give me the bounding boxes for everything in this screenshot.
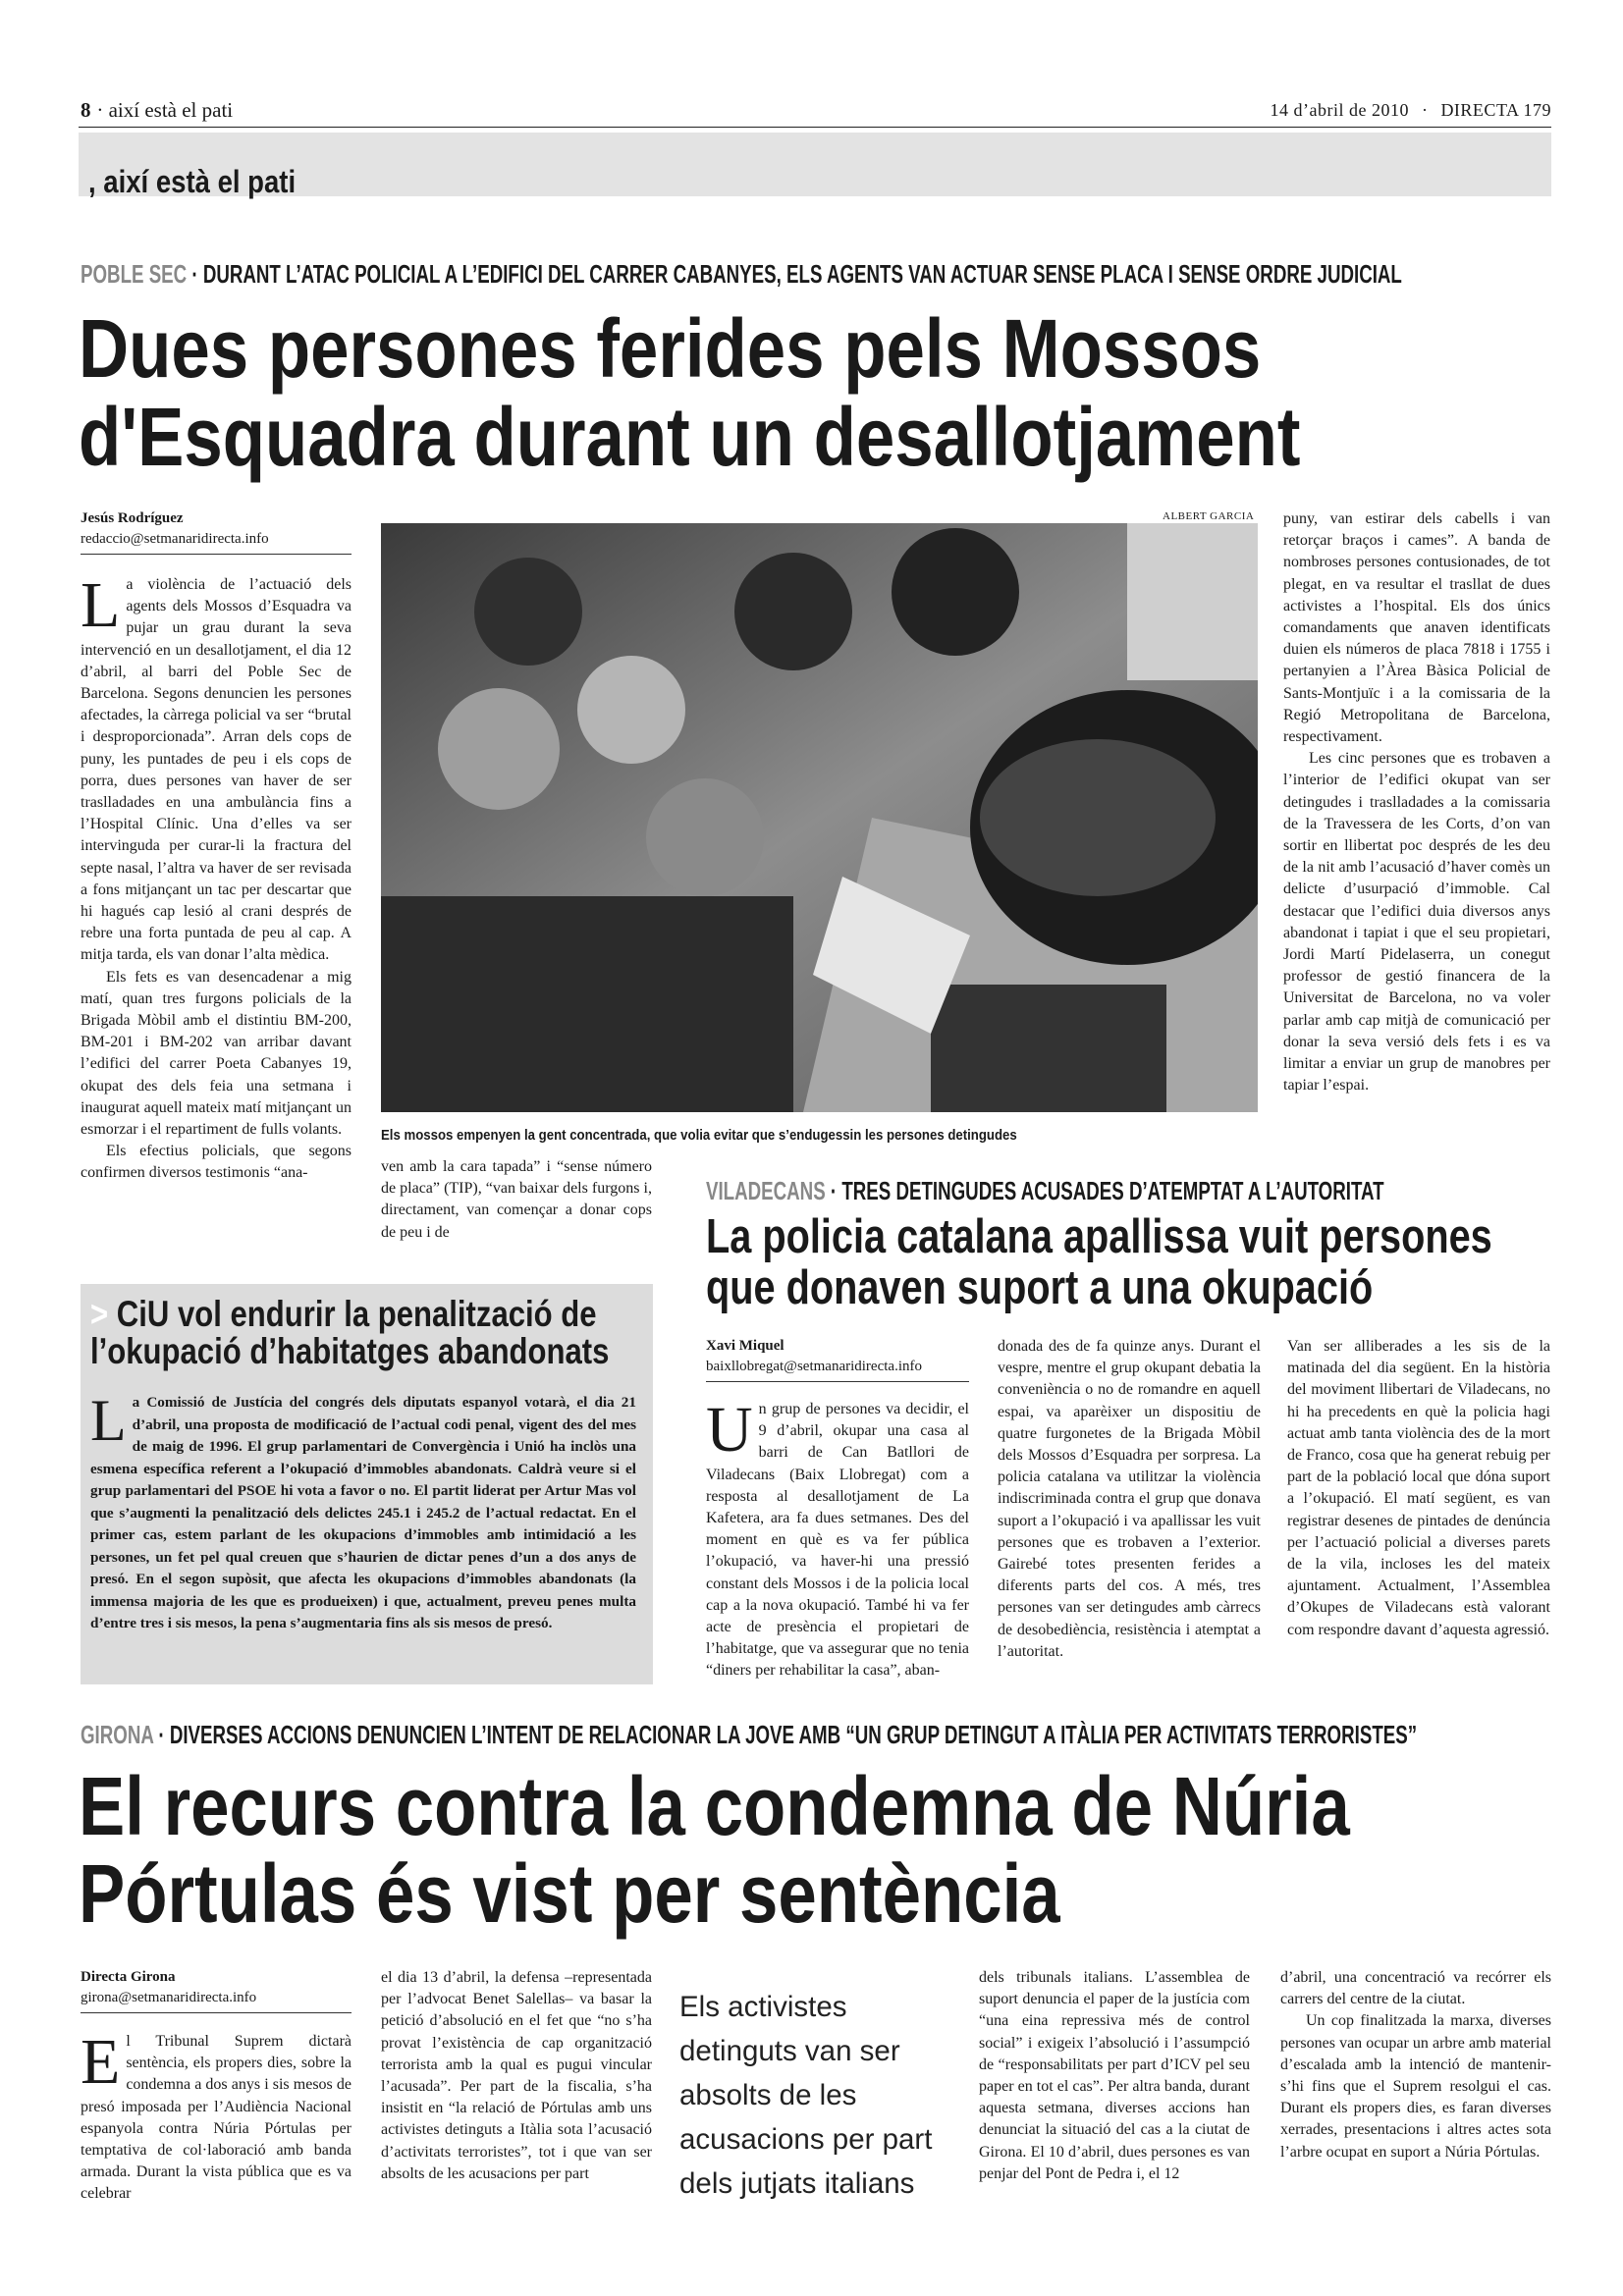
article2-text-col3: Van ser alliberades a les sis de la matinada del dia següent. En la història del moviment llibertari de Viladecans, no hi ha precedents en què la policia hagi actuat amb tanta violència des de la mort de Franco, cosa que ha generat rebuig per part de la població local que dóna suport a l’okupació. El matí següent, es van registrar desenes de pintades de denúncia per l’actuació policial a diverses parets de la vila, incloses les del mateix ajuntament. Actualment, l’Assemblea d’Okupes de Viladecans està valorant com respondre davant d’aquesta agressió. (1287, 1338, 1550, 1638)
sidebar-title-line1: CiU vol endurir la penalització de (116, 1294, 597, 1334)
photo-credit: ALBERT GARCIA (1163, 510, 1255, 522)
header-separator: · (1421, 100, 1429, 120)
article2-column-2 (998, 1336, 1261, 1689)
article3-pullquote: Els activistes detinguts van ser absolts de les acusacions per part dels jutjats italians (679, 1991, 933, 2200)
sidebar-marker-icon: > (90, 1294, 109, 1334)
section-name: així està el pati (108, 98, 234, 122)
article1-kicker (81, 259, 1402, 290)
issue-number: DIRECTA 179 (1440, 100, 1551, 120)
article3-text-col5-p2: Un cop finalitzada la marxa, diverses persones van ocupar un arbre amb material d’escalada amb la intenció de mantenir-s’hi fins que el Suprem resolgui el cas. Durant els propers dies, es faran diverses xerrades, presentacions i altres actes sota l’arbre ocupat en suport a Núria Pórtulas. (1280, 2012, 1551, 2161)
article1-text-col2: ven amb la cara tapada” i “sense número de placa” (TIP), “van baixar dels furgons i, directament, van començar a donar cops de peu i de (381, 1158, 652, 1241)
article2-kicker-place: VILADECANS (706, 1176, 826, 1205)
article1-text-p2: Els fets es van desencadenar a mig matí, quan tres furgons policials de la Brigada Mòbil amb el distintiu BM-200, BM-201 i BM-202 van arribar davant l’edifici del carrer Poeta Cabanyes 19, okupat des dels feia una setmana i inaugurat aquell mateix matí mitjançant un esmorzar i el repartiment de fulls volants. (81, 968, 352, 1139)
article1-email[interactable]: redaccio@setmanaridirecta.info (81, 531, 269, 547)
article3-text-col5-p1: d’abril, una concentració va recórrer els carrers del centre de la ciutat. (1280, 1969, 1551, 2008)
article2-column-3 (1287, 1336, 1550, 1689)
article1-headline-line1: Dues persones ferides pels Mossos (79, 302, 1262, 395)
article3-author: Directa Girona (81, 1969, 176, 1985)
article3-column-2 (381, 1967, 652, 2252)
article1-text-p1: a violència de l’actuació dels agents dels Mossos d’Esquadra va pujar un grau durant la seva intervenció en un desallotjament, el dia 12 d’abril, al barri del Poble Sec de Barcelona. Segons denuncien les persones afectades, la càrrega policial va ser “brutal i desproporcionada”. Arran dels cops de puny, les puntades de peu i els cops de porra, dues persones van haver de ser traslladades en una ambulància fins a l’Hospital Clínic. Una d’elles va ser intervinguda per curar-li la fractura del septe nasal, l’altra va haver de ser revisada a fons mitjançant un tac per descartar que hi hagués cap lesió al crani després de rebre una forta puntada de peu al cap. A mitja tarda, els van donar l’alta mèdica. (81, 576, 352, 964)
article2-headline (706, 1211, 1492, 1313)
sidebar-text-body: a Comissió de Justícia del congrés dels diputats espanyol votarà, el dia 21 d’abril, una proposta de modificació de l’actual codi penal, vigent des del mes de maig de 1996. El grup parlamentari de Convergència i Unió ha inclòs una esmena específica referent a l’okupació d’immobles abandonats. Caldrà veure si el grup parlamentari del PSOE hi vota a favor o no. El partit liderat per Artur Mas vol que s’augmenti la penalització dels delictes 245.1 i 245.2 de l’actual redactat. En el primer cas, estem parlant de les okupacions d’immobles amb intimidació a les persones, un fet pel qual creuen que s’haurien de dictar penes d’un a dos anys de presó. En el segon supòsit, que afecta les okupacions d’immobles abandonats (la immensa majoria de les que es produeixen) i que, actualment, preveu penes multa d’entre tres i sis mesos, la pena s’augmentaria fins als sis mesos de presó. (90, 1394, 636, 1631)
article1-kicker-text: · DURANT L’ATAC POLICIAL A L’EDIFICI DEL CARRER CABANYES, ELS AGENTS VAN ACTUAR SENSE PLACA I SENSE ORDRE JUDICIAL (191, 259, 1402, 289)
article1-text-p3: Els efectius policials, que segons confirmen diversos testimonis “ana- (81, 1143, 352, 1182)
article1-text-col4-p2: Les cinc persones que es trobaven a l’interior de l’edifici okupat van ser detingudes i traslladades a la comissaria de la Travessera de les Corts, d’on van sortir en llibertat poc després de les deu de la nit amb l’acusació d’haver comès un delicte d’usurpació d’immoble. Cal destacar que l’edifici duia diversos anys abandonat i tapiat i que el seu propietari, Jordi Martí Pidelaserra, un conegut professor de gestió financera de la Universitat de Barcelona, no va voler parlar amb cap mitjà de comunicació per donar la seva versió dels fets i es va limitar a enviar un grup de manobres per tapiar l’espai. (1283, 750, 1550, 1095)
section-banner-title: , així està el pati (88, 164, 297, 199)
article1-author: Jesús Rodríguez (81, 510, 184, 526)
section-banner (79, 133, 1551, 199)
page-number: 8 (81, 98, 91, 122)
sidebar-dropcap: L (90, 1388, 127, 1453)
issue-date: 14 d’abril de 2010 (1270, 100, 1409, 120)
article2-email[interactable]: baixllobregat@setmanaridirecta.info (706, 1359, 922, 1374)
article3-text-col4: dels tribunals italians. L’assemblea de suport denuncia el paper de la justícia com “una eina repressiva més de control social” i exigeix l’absolució i l’assumpció de “responsabilitats per part d’ICV pel seu paper en tot el cas”. Per altra banda, durant aquesta setmana, diverses accions han denunciat la situació del cas a la ciutat de Girona. El 10 d’abril, dues persones es van penjar del Pont de Pedra i, el 12 (979, 1969, 1250, 2182)
running-header-right (1270, 100, 1551, 121)
article1-column-2 (381, 1156, 652, 1244)
article3-column-1 (81, 2031, 352, 2257)
sidebar-title-line2: l’okupació d’habitatges abandonats (90, 1331, 610, 1371)
article1-column-4 (1283, 508, 1550, 1147)
article3-column-4 (979, 1967, 1250, 2252)
article2-author: Xavi Miquel (706, 1338, 784, 1354)
sidebar-text (90, 1388, 636, 1635)
article1-column-1 (81, 574, 352, 1242)
article3-headline-line1: El recurs contra la condemna de Núria (79, 1760, 1350, 1852)
article1-kicker-place: POBLE SEC (81, 259, 188, 289)
running-header-left: 8 · així està el pati (81, 98, 234, 122)
article3-byline (81, 1967, 352, 2013)
sidebar-box (81, 1284, 653, 1684)
article1-headline (79, 304, 1300, 481)
article3-kicker (81, 1720, 1417, 1750)
article2-text-col1: n grup de persones va decidir, el 9 d’abril, okupar una casa al barri de Can Batllori de Viladecans (Baix Llobregat) com a resposta al desallotjament de La Kafetera, ara fa dues setmanes. Des del moment en què es va fer pública l’okupació, va haver-hi una pressió constant dels Mossos i de la policia local cap a la nova okupació. També hi va fer acte de presència el propietari de l’habitatge, que va assegurar que no tenia “diners per rehabilitar la casa”, aban- (706, 1401, 969, 1680)
article3-headline (79, 1760, 1350, 1940)
article2-column-1 (706, 1399, 969, 1693)
article1-dropcap: L (81, 574, 121, 641)
article3-text-col1: l Tribunal Suprem dictarà sentència, els propers dies, sobre la condemna a dos anys i sis mesos de presó imposada per l’Audiència Nacional espanyola contra Núria Pórtulas per temptativa de col·laboració amb banda armada. Durant la vista pública que es va celebrar (81, 2033, 352, 2203)
article1-photo-caption: Els mossos empenyen la gent concentrada, que volia evitar que s’endugessin les persones detingudes (381, 1127, 1017, 1144)
article3-text-col2: el dia 13 d’abril, la defensa –representada per l’advocat Benet Salellas– va basar la petició d’absolució en el fet que “no s’ha provat l’existència de cap organització terrorista amb la qual es pugui vincular l’acusada”. Per part de la fiscalia, s’ha insistit en “la relació de Pórtulas amb uns activistes detinguts a Itàlia sota l’acusació d’activitats terroristes”, tot i que van ser absolts de les acusacions per part (381, 1969, 652, 2182)
article3-column-5 (1280, 1967, 1551, 2252)
article3-headline-line2: Pórtulas és vist per sentència (79, 1847, 1060, 1940)
article1-headline-line2: d'Esquadra durant un desallotjament (79, 391, 1301, 483)
header-rule (79, 127, 1551, 128)
article2-kicker-text: · TRES DETINGUDES ACUSADES D’ATEMPTAT A L’AUTORITAT (830, 1176, 1384, 1205)
sidebar-title (90, 1296, 609, 1370)
article3-email[interactable]: girona@setmanaridirecta.info (81, 1990, 257, 2005)
article2-dropcap: U (706, 1399, 753, 1466)
article2-headline-line2: que donaven suport a una okupació (706, 1261, 1374, 1314)
article2-text-col2: donada des de fa quinze anys. Durant el vespre, mentre el grup okupant debatia la conveniència o no de romandre en aquell espai, va aparèixer un dispositiu de quatre furgonetes de la Brigada Mòbil dels Mossos d’Esquadra per sorpresa. La policia catalana va utilitzar la violència indiscriminada contra el grup que donava suport a l’okupació i va apallissar les vuit persones que es trobaven a l’exterior. Gairebé totes presenten ferides a diferents parts del cos. A més, tres persones van ser detingudes amb càrrecs de desobediència, resistència i atemptat a l’autoritat. (998, 1338, 1261, 1660)
article2-headline-line1: La policia catalana apallissa vuit persones (706, 1210, 1492, 1263)
article3-kicker-place: GIRONA (81, 1720, 154, 1749)
article2-kicker (706, 1176, 1384, 1206)
article3-kicker-text: · DIVERSES ACCIONS DENUNCIEN L’INTENT DE RELACIONAR LA JOVE AMB “UN GRUP DETINGUT A ITÀLIA PER ACTIVITATS TERRORISTES” (158, 1720, 1418, 1749)
article1-photo (381, 523, 1258, 1112)
protest-photo-illustration (381, 523, 1258, 1112)
article1-byline (81, 508, 352, 555)
article2-byline (706, 1336, 969, 1382)
article1-text-col4-p1: puny, van estirar dels cabells i van retorçar braços i cames”. A banda de nombroses persones contusionades, de tot plegat, en va resultar el trasllat de dues activistes a l’hospital. Els dos únics comandaments que anaven identificats duien els números de placa 7818 i 1755 i pertanyien a l’Àrea Bàsica Policial de Sants-Montjuïc i a la comissaria de la Regió Metropolitana de Barcelona, respectivament. (1283, 510, 1550, 746)
article3-dropcap: E (81, 2031, 121, 2098)
